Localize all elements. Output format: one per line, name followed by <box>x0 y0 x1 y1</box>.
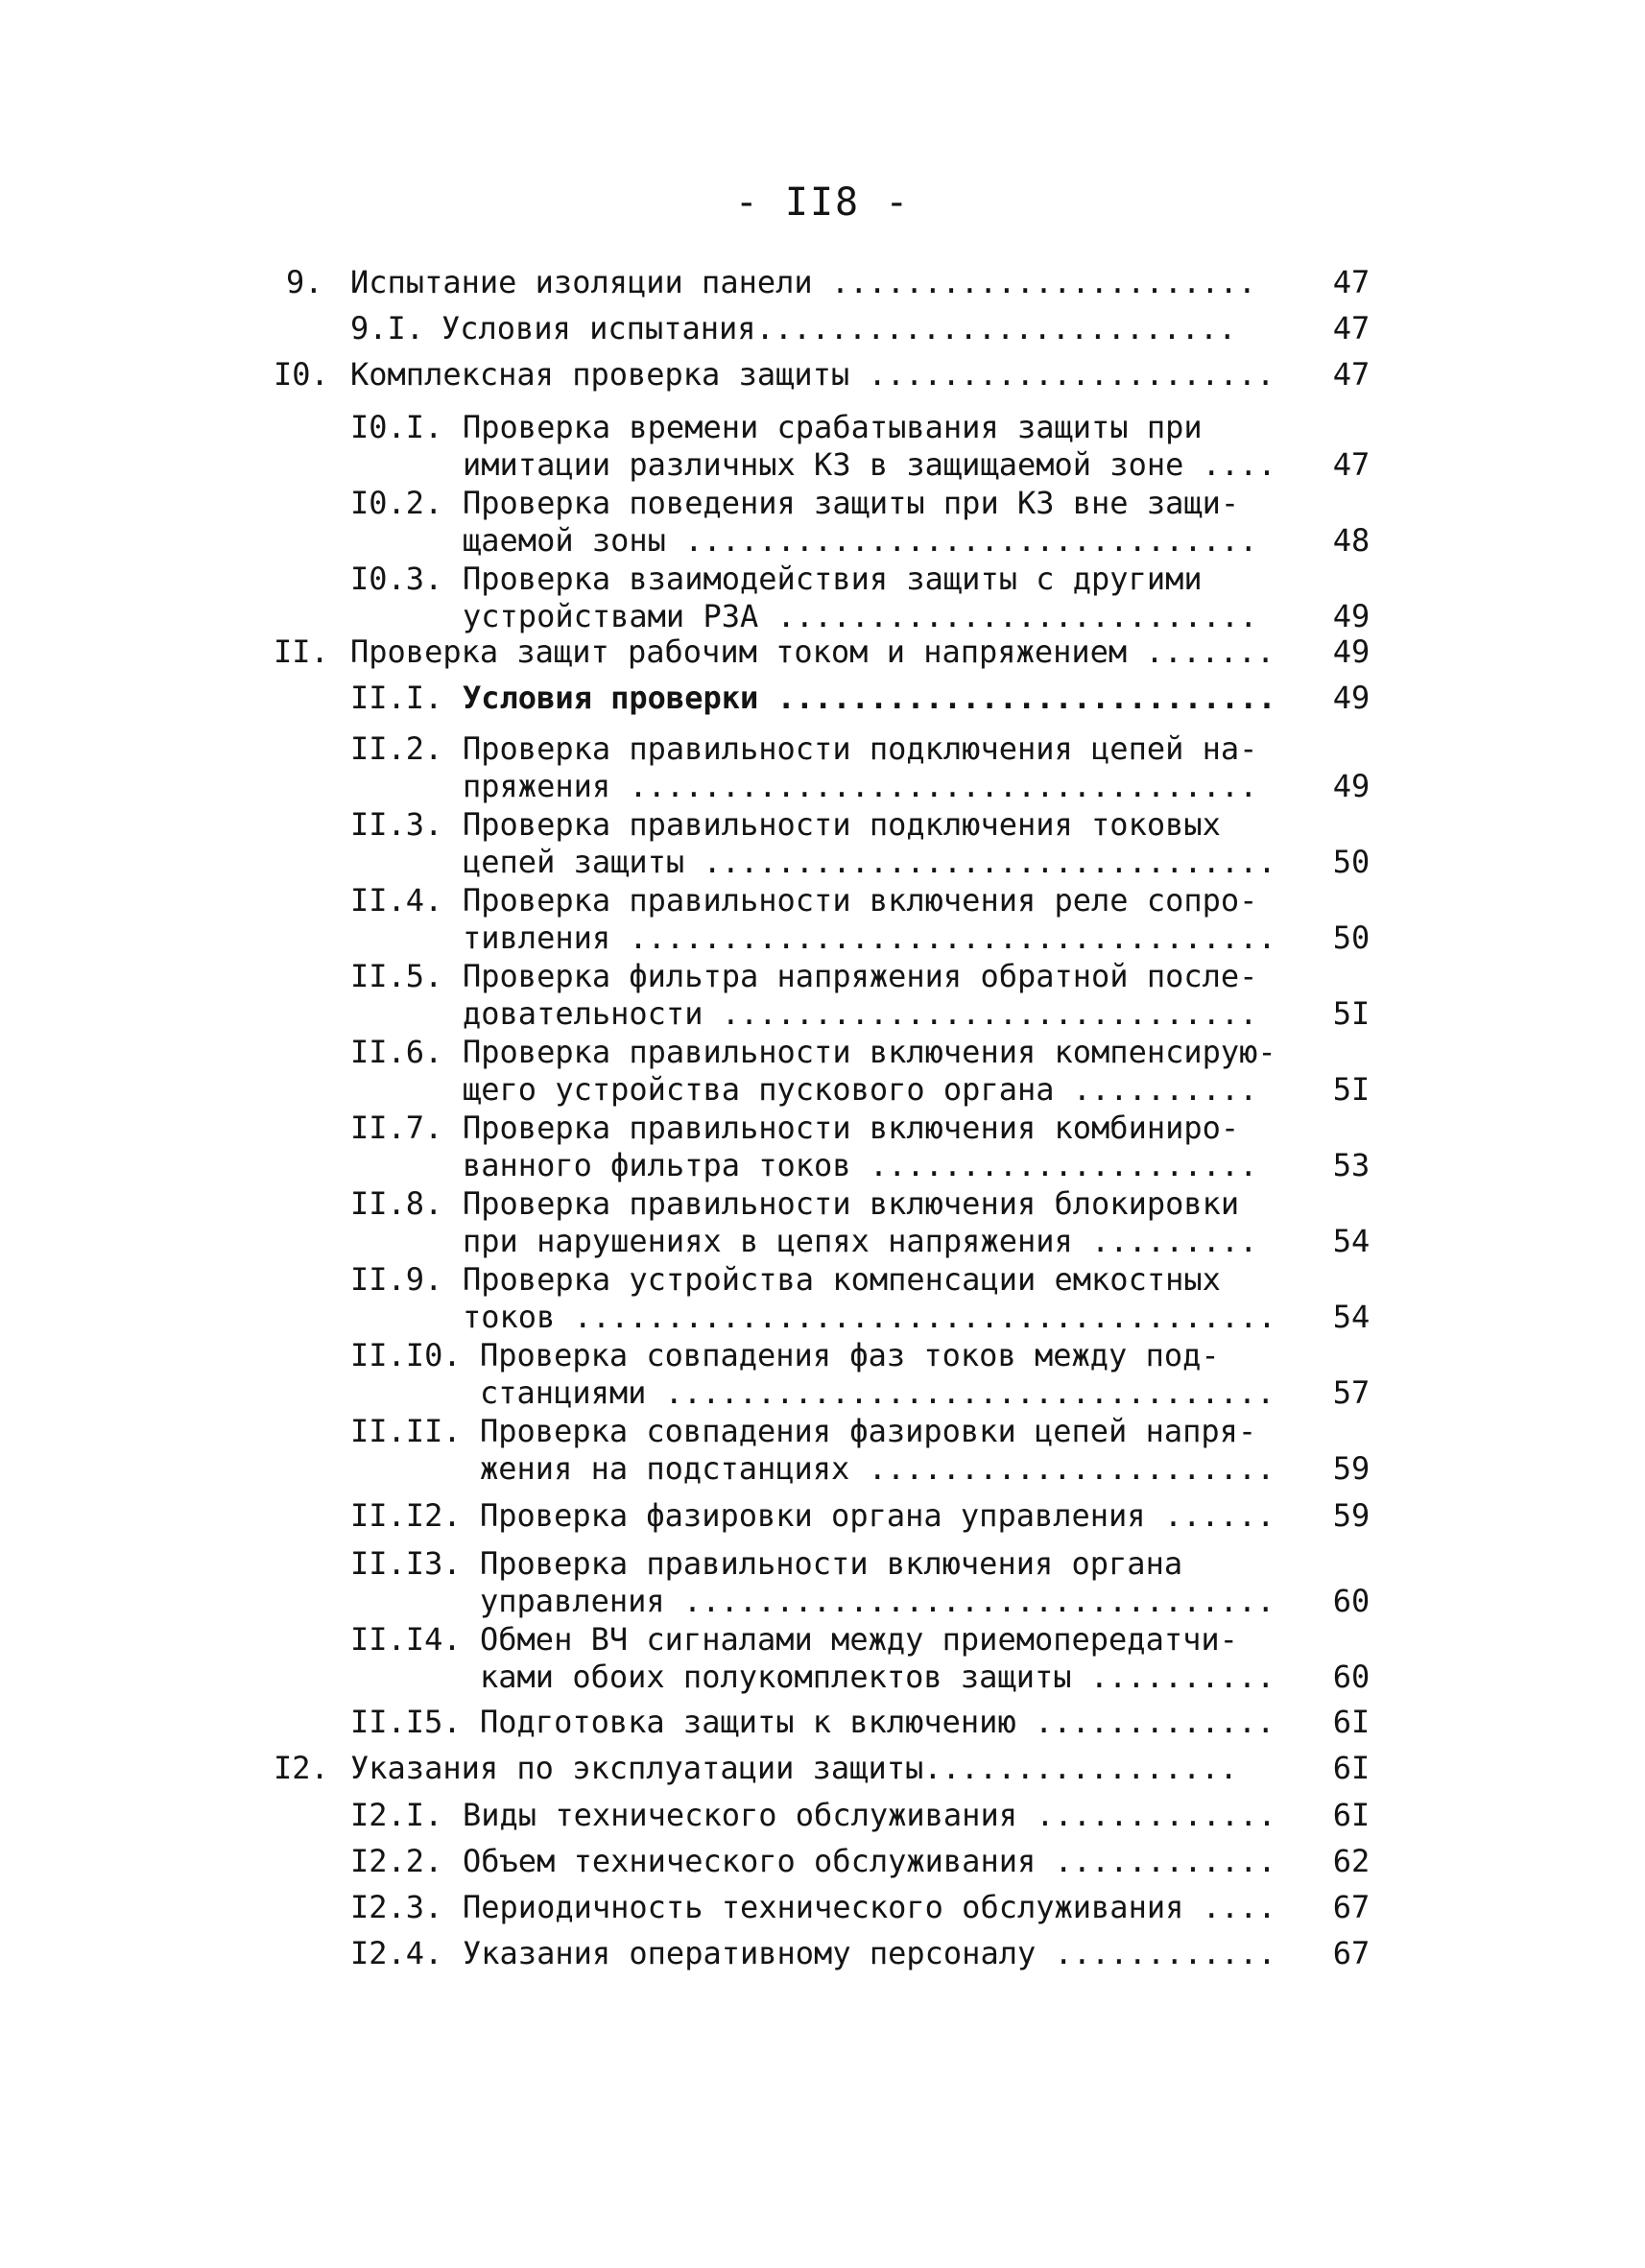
toc-entry-11-3 <box>0 806 1645 881</box>
toc-entry-number: I0.I. <box>350 409 443 445</box>
toc-entry-page: 47 <box>1332 264 1371 300</box>
toc-entry-title: Условия испытания.......................... <box>441 310 1237 346</box>
toc-entry-page: 54 <box>1332 1223 1371 1259</box>
toc-entry-title: Проверка совпадения фазировки цепей напря- жения на подстанциях ...................... <box>480 1413 1275 1487</box>
toc-entry-number: I2.3. <box>350 1889 443 1925</box>
toc-entry-number: II.I. <box>350 680 443 716</box>
toc-entry-number: 9. <box>286 264 323 300</box>
toc-entry-title: Проверка совпадения фаз токов между под- станциями ................................. <box>480 1337 1275 1411</box>
toc-entry-title: Проверка правильности подключения токовых цепей защиты ............................... <box>463 806 1276 880</box>
toc-entry-page: 5I <box>1332 995 1371 1032</box>
toc-entry-11-10 <box>0 1337 1645 1412</box>
toc-entry-title: Проверка фильтра напряжения обратной после- довательности ............................. <box>463 958 1258 1032</box>
toc-entry-title: Объем технического обслуживания ............ <box>463 1843 1276 1879</box>
toc-entry-page: 6I <box>1332 1704 1371 1740</box>
toc-entry-title: Подготовка защиты к включению ............. <box>480 1704 1275 1740</box>
toc-entry-title: Проверка поведения защиты при КЗ вне защи- щаемой зоны ............................... <box>463 485 1258 559</box>
toc-entry-11-6 <box>0 1034 1645 1109</box>
toc-entry-title: Проверка устройства компенсации емкостных токов ...................................... <box>463 1261 1276 1335</box>
toc-entry-page: 67 <box>1332 1935 1371 1971</box>
toc-entry-number: I2.I. <box>350 1797 443 1833</box>
toc-entry-page: 5I <box>1332 1071 1371 1108</box>
toc-entry-number: I2. <box>274 1750 329 1786</box>
toc-entry-title: Проверка времени срабатывания защиты при имитации различных КЗ в защищаемой зоне .... <box>463 409 1276 483</box>
toc-entry-number: II.I5. <box>350 1704 462 1740</box>
toc-entry-number: II.2. <box>350 730 443 767</box>
toc-entry-number: I2.2. <box>350 1843 443 1879</box>
toc-entry-page: 60 <box>1332 1659 1371 1695</box>
toc-entry-page: 60 <box>1332 1583 1371 1619</box>
toc-entry-page: 49 <box>1332 680 1371 716</box>
toc-entry-title: Комплексная проверка защиты ...................... <box>350 356 1275 393</box>
toc-entry-title: Виды технического обслуживания ............. <box>463 1797 1276 1833</box>
table-of-contents <box>0 264 1645 1992</box>
toc-entry-number: II.II. <box>350 1413 462 1449</box>
toc-entry-title: Указания оперативному персоналу ............ <box>463 1935 1276 1971</box>
toc-entry-page: 49 <box>1332 768 1371 804</box>
toc-entry-10-2 <box>0 485 1645 560</box>
toc-entry-page: 6I <box>1332 1797 1371 1833</box>
toc-entry-10-1 <box>0 409 1645 484</box>
toc-entry-title: Проверка правильности включения блокировки при нарушениях в цепях напряжения ......... <box>463 1185 1258 1259</box>
toc-entry-number: I0.3. <box>350 561 443 597</box>
toc-entry-11-4 <box>0 882 1645 957</box>
toc-entry-number: II.4. <box>350 882 443 919</box>
toc-entry-number: II.3. <box>350 806 443 843</box>
toc-entry-11-14 <box>0 1621 1645 1696</box>
toc-entry-page: 62 <box>1332 1843 1371 1879</box>
toc-entry-title: Проверка защит рабочим током и напряжением ....... <box>350 633 1275 670</box>
toc-entry-page: 48 <box>1332 522 1371 559</box>
toc-entry-title: Указания по эксплуатации защиты................. <box>350 1750 1238 1786</box>
toc-entry-11-8 <box>0 1185 1645 1260</box>
toc-entry-number: II.I4. <box>350 1621 462 1658</box>
toc-entry-title: Проверка правильности включения компенсирую- щего устройства пускового органа .......... <box>463 1034 1276 1108</box>
toc-entry-page: 57 <box>1332 1374 1371 1411</box>
toc-entry-title: Испытание изоляции панели ....................... <box>350 264 1257 300</box>
page-number: - II8 - <box>734 180 911 225</box>
toc-entry-page: 49 <box>1332 633 1371 670</box>
toc-entry-page: 6I <box>1332 1750 1371 1786</box>
toc-entry-number: I0. <box>274 356 329 393</box>
toc-entry-title: Обмен ВЧ сигналами между приемопередатчи- ками обоих полукомплектов защиты .......... <box>480 1621 1275 1695</box>
toc-entry-number: II.6. <box>350 1034 443 1070</box>
toc-entry-page: 59 <box>1332 1497 1371 1534</box>
toc-entry-page: 47 <box>1332 310 1371 346</box>
toc-entry-page: 53 <box>1332 1147 1371 1183</box>
toc-entry-11-11 <box>0 1413 1645 1488</box>
toc-entry-page: 50 <box>1332 844 1371 880</box>
toc-entry-title: Проверка правильности включения органа управления ................................ <box>480 1545 1275 1619</box>
toc-entry-11-2 <box>0 730 1645 805</box>
toc-entry-11-5 <box>0 958 1645 1033</box>
toc-entry-number: II.9. <box>350 1261 443 1298</box>
toc-entry-11-13 <box>0 1545 1645 1620</box>
toc-entry-number: I2.4. <box>350 1935 443 1971</box>
toc-entry-11-9 <box>0 1261 1645 1336</box>
toc-entry-number: II.8. <box>350 1185 443 1222</box>
toc-entry-number: II.I3. <box>350 1545 462 1582</box>
toc-entry-number: II. <box>274 633 329 670</box>
toc-entry-title: Проверка правильности подключения цепей на- пряжения .................................. <box>463 730 1258 804</box>
toc-entry-page: 59 <box>1332 1450 1371 1487</box>
toc-entry-page: 47 <box>1332 356 1371 393</box>
toc-entry-number: II.5. <box>350 958 443 994</box>
toc-entry-title: Периодичность технического обслуживания .... <box>463 1889 1276 1925</box>
toc-entry-number: II.I0. <box>350 1337 462 1373</box>
toc-entry-title: Проверка правильности включения реле сопро- тивления ................................... <box>463 882 1276 956</box>
toc-entry-number: II.I2. <box>350 1497 462 1534</box>
toc-entry-page: 50 <box>1332 919 1371 956</box>
toc-entry-title: Проверка взаимодействия защиты с другими устройствами РЗА .......................... <box>463 561 1258 634</box>
toc-entry-title: Условия проверки ........................... <box>463 680 1276 716</box>
toc-entry-page: 67 <box>1332 1889 1371 1925</box>
toc-entry-title: Проверка фазировки органа управления ...... <box>480 1497 1275 1534</box>
toc-entry-page: 54 <box>1332 1299 1371 1335</box>
toc-entry-10-3 <box>0 561 1645 635</box>
toc-entry-11-7 <box>0 1110 1645 1184</box>
toc-entry-title: Проверка правильности включения комбиниро- ванного фильтра токов ..................... <box>463 1110 1258 1183</box>
toc-entry-number: II.7. <box>350 1110 443 1146</box>
toc-entry-page: 49 <box>1332 598 1371 634</box>
toc-entry-number: I0.2. <box>350 485 443 521</box>
toc-entry-number: 9.I. <box>350 310 425 346</box>
toc-entry-page: 47 <box>1332 446 1371 483</box>
